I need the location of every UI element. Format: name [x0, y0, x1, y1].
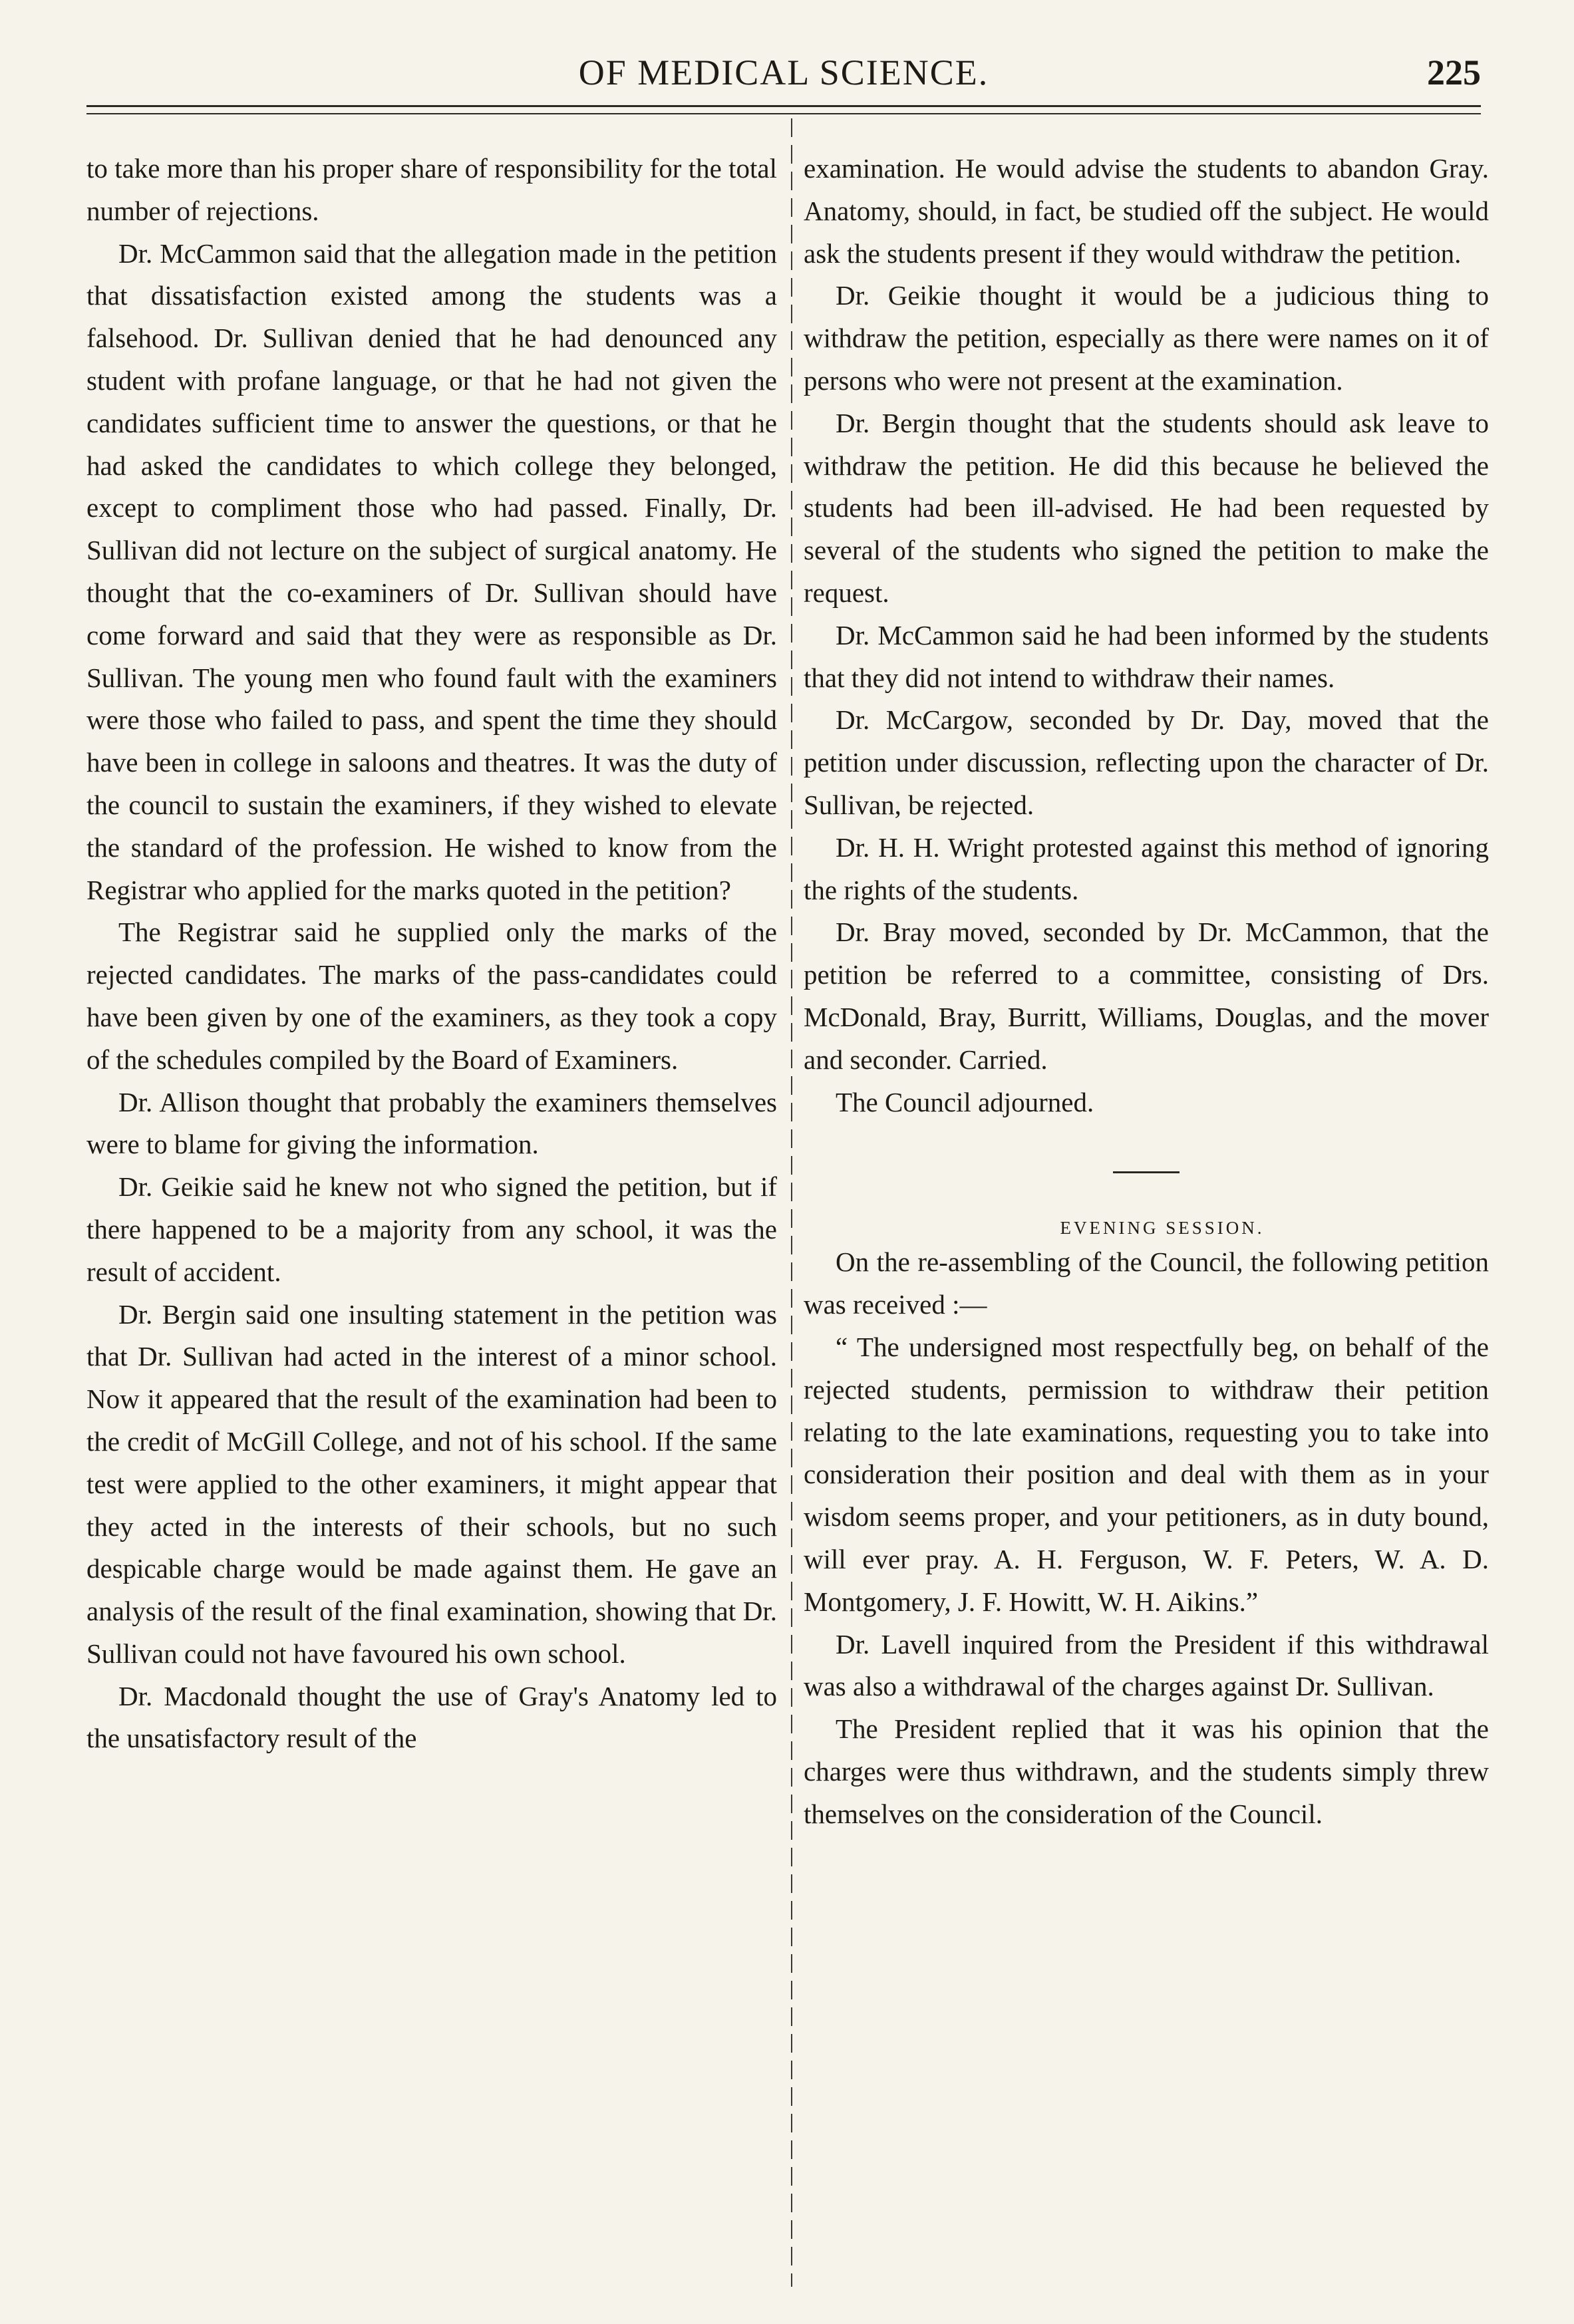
petition-quote: “ The undersigned most respectfully beg, on behalf of the rejected students, permission to withdraw their petition relating to the late examinations, requesting you to take into consideration their position and deal with them as in your wisdom seems proper, and your petitioners, as in duty bound, will ever pray. A. H. Ferguson, W. F. Peters, W. A. D. Montgomery, J. F. Howitt, W. H. Aikins.”: [804, 1331, 1489, 1617]
paragraph: Dr. Macdonald thought the use of Gray's Anatomy led to the unsatisfactory result of the: [86, 1680, 777, 1754]
paragraph: examination. He would advise the students to abandon Gray. Anatomy, should, in fact, be studied off the subject. He would ask the students present if they would withdraw the petition.: [804, 153, 1489, 269]
paragraph: The Registrar said he supplied only the marks of the rejected candidates. The marks of the pass-candidates could have been given by one of the examiners, as they took a copy of the schedules compiled by the Board of Examiners.: [86, 917, 777, 1075]
page-header: [86, 52, 1481, 105]
paragraph: Dr. Geikie said he knew not who signed the petition, but if there happened to be a majority from any school, it was the result of accident.: [86, 1171, 777, 1287]
paragraph: Dr. Geikie thought it would be a judicious thing to withdraw the petition, especially as there were names on it of persons who were not present at the examination.: [804, 280, 1489, 396]
paragraph: Dr. H. H. Wright protested against this method of ignoring the rights of the students.: [804, 831, 1489, 905]
header-rule-thin: [86, 113, 1481, 114]
page-number: 225: [1427, 53, 1481, 92]
left-column: [86, 148, 777, 1760]
right-column: [804, 148, 1489, 1835]
paragraph: Dr. McCargow, seconded by Dr. Day, moved that the petition under discussion, reflecting upon the character of Dr. Sullivan, be rejected.: [804, 704, 1489, 820]
paragraph: On the re-assembling of the Council, the following petition was received :—: [804, 1246, 1489, 1320]
paragraph: Dr. Allison thought that probably the examiners themselves were to blame for giving the information.: [86, 1086, 777, 1160]
paragraph: The President replied that it was his opinion that the charges were thus withdrawn, and the students simply threw themselves on the consideration of the Council.: [804, 1713, 1489, 1829]
paragraph: Dr. Bray moved, seconded by Dr. McCammon, that the petition be referred to a committee, consisting of Drs. McDonald, Bray, Burritt, Williams, Douglas, and the mover and seconder. Carried.: [804, 917, 1489, 1075]
column-divider: [791, 118, 792, 2287]
paragraph: Dr. Bergin thought that the students should ask leave to withdraw the petition. He did this because he believed the students had been ill-advised. He had been requested by several of the students who signed the petition to make the request.: [804, 407, 1489, 608]
paragraph: Dr. McCammon said he had been informed by the students that they did not intend to withdraw their names.: [804, 619, 1489, 693]
evening-session-heading: EVENING SESSION.: [1060, 1218, 1265, 1238]
paragraph: to take more than his proper share of responsibility for the total number of rejections.: [86, 153, 777, 226]
paragraph: Dr. Lavell inquired from the President if this withdrawal was also a withdrawal of the charges against Dr. Sullivan.: [804, 1628, 1489, 1702]
section-separator: [1113, 1171, 1180, 1173]
paragraph: Dr. Bergin said one insulting statement in the petition was that Dr. Sullivan had acted in the interest of a minor school. Now it appeared that the result of the examination had been to the credit of McGill College, and not of his school. If the same test were applied to the other examiners, it might appear that they acted in the interests of their schools, but no such despicable charge would be made against them. He gave an analysis of the result of the final examination, showing that Dr. Sullivan could not have favoured his own school.: [86, 1298, 777, 1669]
running-title: OF MEDICAL SCIENCE.: [578, 53, 989, 92]
header-rule: [86, 105, 1481, 107]
paragraph: The Council adjourned.: [836, 1086, 1094, 1117]
paragraph: Dr. McCammon said that the allegation made in the petition that dissatisfaction existed among the students was a falsehood. Dr. Sullivan denied that he had denounced any student with profane language, or that he had not given the candidates sufficient time to answer the questions, or that he had asked the candidates to which college they belonged, except to compliment those who had passed. Finally, Dr. Sullivan did not lecture on the subject of surgical anatomy. He thought that the co-examiners of Dr. Sullivan should have come forward and said that they were as responsible as Dr. Sullivan. The young men who found fault with the examiners were those who failed to pass, and spent the time they should have been in college in saloons and theatres. It was the duty of the council to sustain the examiners, if they wished to elevate the standard of the profession. He wished to know from the Registrar who applied for the marks quoted in the petition?: [86, 237, 777, 905]
